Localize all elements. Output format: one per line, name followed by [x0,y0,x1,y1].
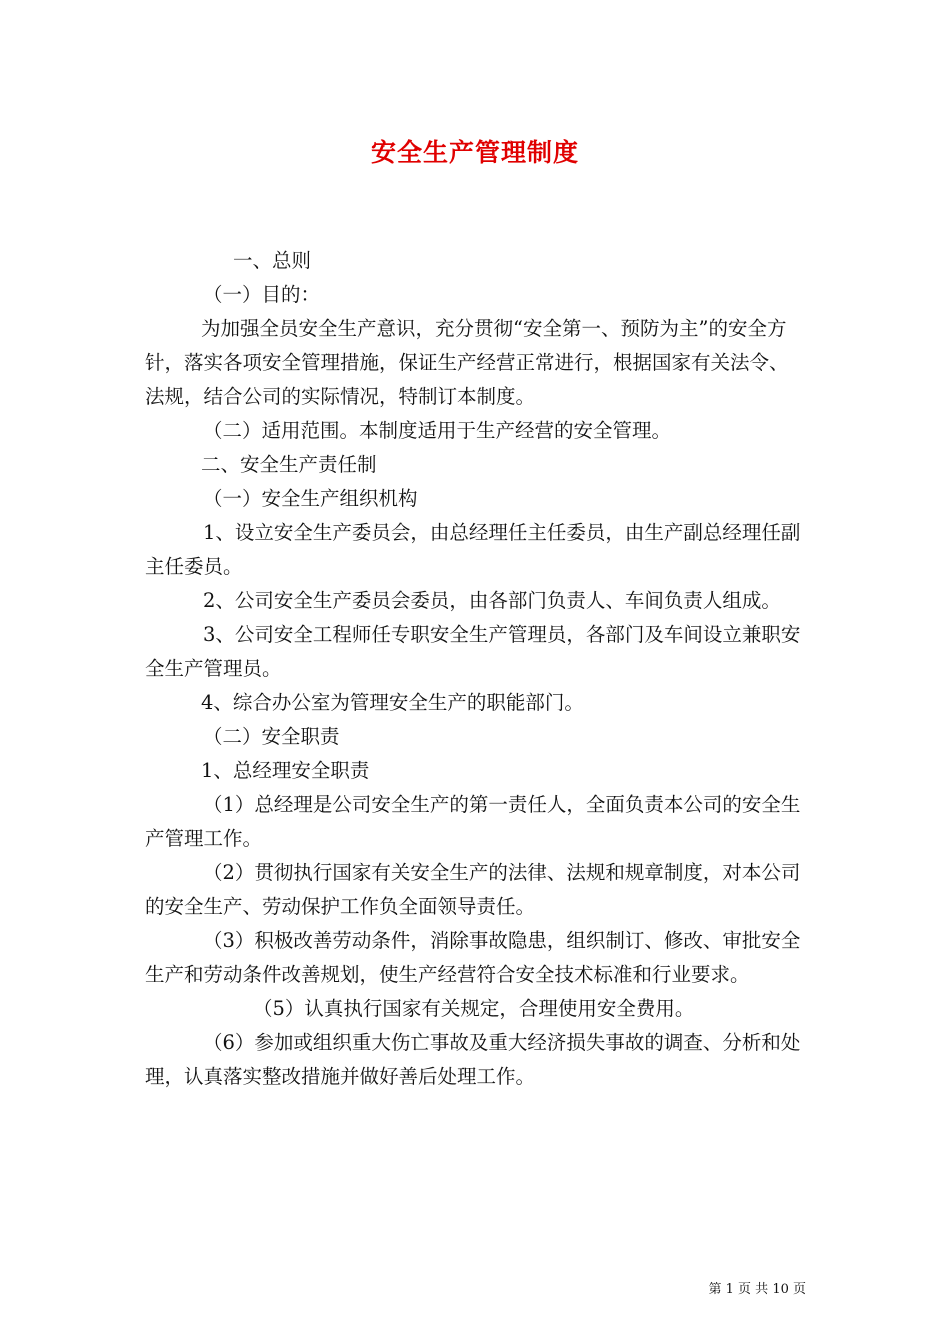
paragraph-gm-duties-heading: 1、总经理安全职责 [201,759,370,782]
paragraph-duty-5: （5）认真执行国家有关规定，合理使用安全费用。 [253,997,695,1020]
paragraph-item-3: 3、公司安全工程师任专职安全生产管理员，各部门及车间设立兼职安全生产管理员。 [145,623,801,680]
document-body [145,240,807,1094]
paragraph-duty-3: （3）积极改善劳动条件，消除事故隐患，组织制订、修改、审批安全生产和劳动条件改善规划，使生产经营符合安全技术标准和行业要求。 [145,929,801,986]
subsection-heading-duties: （二）安全职责 [203,725,340,748]
subsection-heading-purpose: （一）目的： [203,283,321,306]
paragraph-duty-6: （6）参加或组织重大伤亡事故及重大经济损失事故的调查、分析和处理，认真落实整改措施并做好善后处理工作。 [145,1031,801,1088]
paragraph-duty-1: （1）总经理是公司安全生产的第一责任人，全面负责本公司的安全生产管理工作。 [145,793,801,850]
paragraph-item-4: 4、综合办公室为管理安全生产的职能部门。 [201,691,584,714]
page-number-footer: 第 1 页 共 10 页 [708,1282,806,1297]
document-title: 安全生产管理制度 [370,138,579,167]
paragraph-purpose: 为加强全员安全生产意识，充分贯彻“安全第一、预防为主”的安全方针，落实各项安全管理措施，保证生产经营正常进行，根据国家有关法令、法规，结合公司的实际情况，特制订本制度。 [145,317,789,408]
paragraph-scope: （二）适用范围。本制度适用于生产经营的安全管理。 [203,419,672,442]
subsection-heading-organization: （一）安全生产组织机构 [203,487,418,510]
paragraph-duty-2: （2）贯彻执行国家有关安全生产的法律、法规和规章制度，对本公司的安全生产、劳动保护工作负全面领导责任。 [145,861,801,918]
section-heading-general: 一、总则 [233,249,312,272]
paragraph-item-1: 1、设立安全生产委员会，由总经理任主任委员，由生产副总经理任副主任委员。 [145,521,801,578]
paragraph-item-2: 2、公司安全生产委员会委员，由各部门负责人、车间负责人组成。 [203,589,781,612]
section-heading-responsibility: 二、安全生产责任制 [201,453,377,476]
